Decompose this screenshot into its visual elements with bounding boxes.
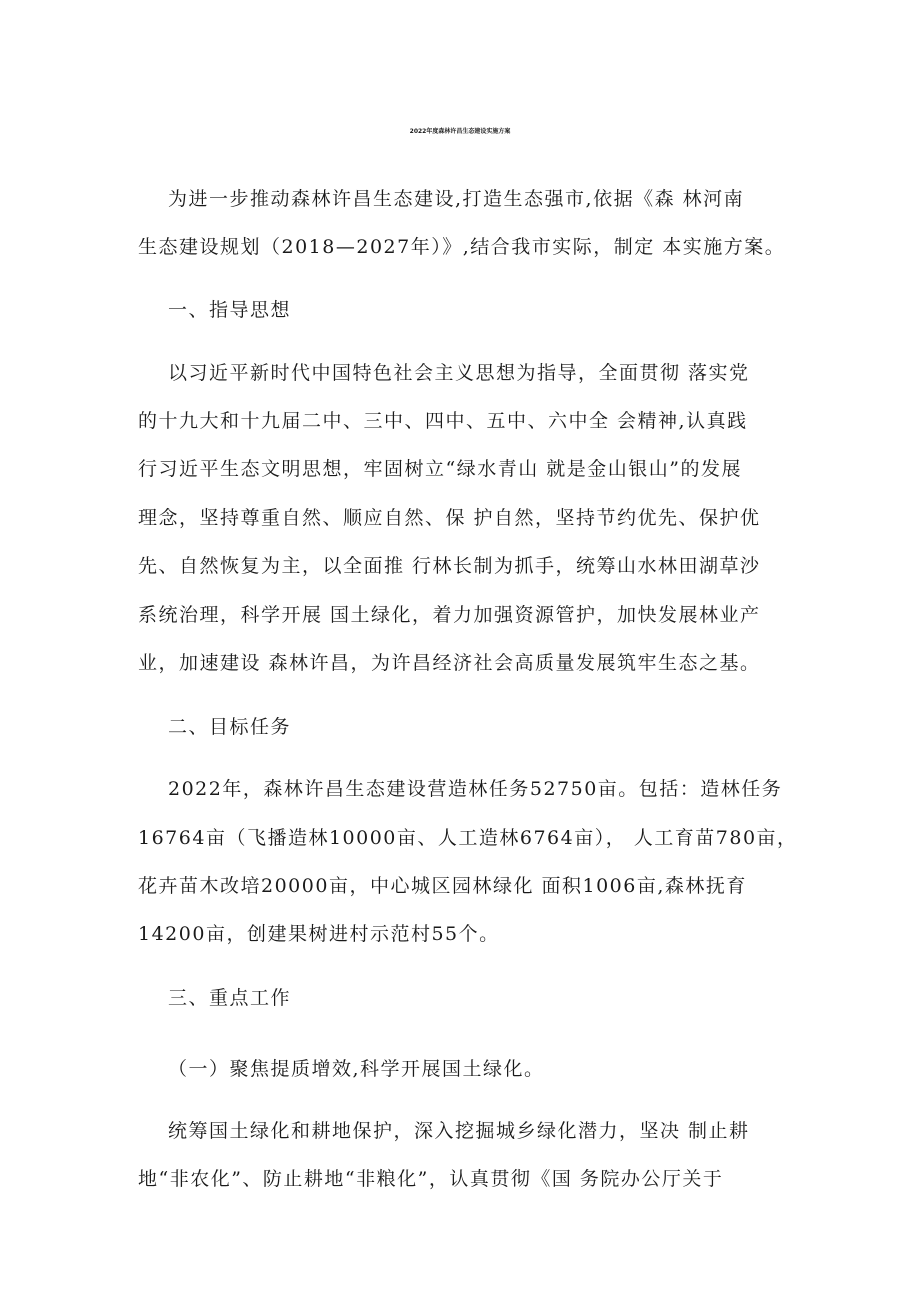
intro-line-1: 为进一步推动森林许昌生态建设,打造生态强市,依据《森 林河南 — [168, 188, 745, 210]
section-heading-guiding-ideology: 一、指导思想 — [168, 299, 292, 321]
guiding-paragraph-line-2: 的十九大和十九届二中、三中、四中、五中、六中全 会精神,认真践 — [138, 410, 748, 432]
document-title: 2022年度森林许昌生态建设实施方案 — [409, 128, 511, 135]
section-heading-key-work: 三、重点工作 — [168, 987, 292, 1009]
subsection-paragraph-line-2: 地“非农化”、防止耕地“非粮化”，认真贯彻《国 务院办公厅关于 — [138, 1168, 724, 1190]
guiding-paragraph-line-4: 理念，坚持尊重自然、顺应自然、保 护自然，坚持节约优先、保护优 — [138, 507, 761, 529]
guiding-paragraph-line-3: 行习近平生态文明思想，牢固树立“绿水青山 就是金山银山”的发展 — [138, 458, 742, 480]
subsection-heading-1: （一）聚焦提质增效,科学开展国土绿化。 — [168, 1058, 545, 1080]
targets-paragraph-line-1: 2022年，森林许昌生态建设营造林任务52750亩。包括：造林任务 — [168, 778, 783, 800]
guiding-paragraph-line-1: 以习近平新时代中国特色社会主义思想为指导，全面贯彻 落实党 — [168, 362, 750, 384]
guiding-paragraph-line-6: 系统治理，科学开展 国土绿化，着力加强资源管护，加快发展林业产 — [138, 604, 761, 626]
intro-line-2: 生态建设规划（2018—2027年）》,结合我市实际，制定 本实施方案。 — [138, 236, 786, 258]
targets-paragraph-line-3: 花卉苗木改培20000亩，中心城区园林绿化 面积1006亩,森林抚育 — [138, 875, 747, 897]
subsection-paragraph-line-1: 统筹国土绿化和耕地保护，深入挖掘城乡绿化潜力，坚决 制止耕 — [168, 1120, 750, 1142]
targets-paragraph-line-2: 16764亩（飞播造林10000亩、人工造林6764亩）， 人工育苗780亩， — [138, 827, 798, 849]
section-heading-targets: 二、目标任务 — [168, 716, 292, 738]
guiding-paragraph-line-7: 业，加速建设 森林许昌，为许昌经济社会高质量发展筑牢生态之基。 — [138, 652, 761, 674]
targets-paragraph-line-4: 14200亩，创建果树进村示范村55个。 — [138, 923, 500, 945]
guiding-paragraph-line-5: 先、自然恢复为主，以全面推 行林长制为抓手，统筹山水林田湖草沙 — [138, 555, 761, 577]
